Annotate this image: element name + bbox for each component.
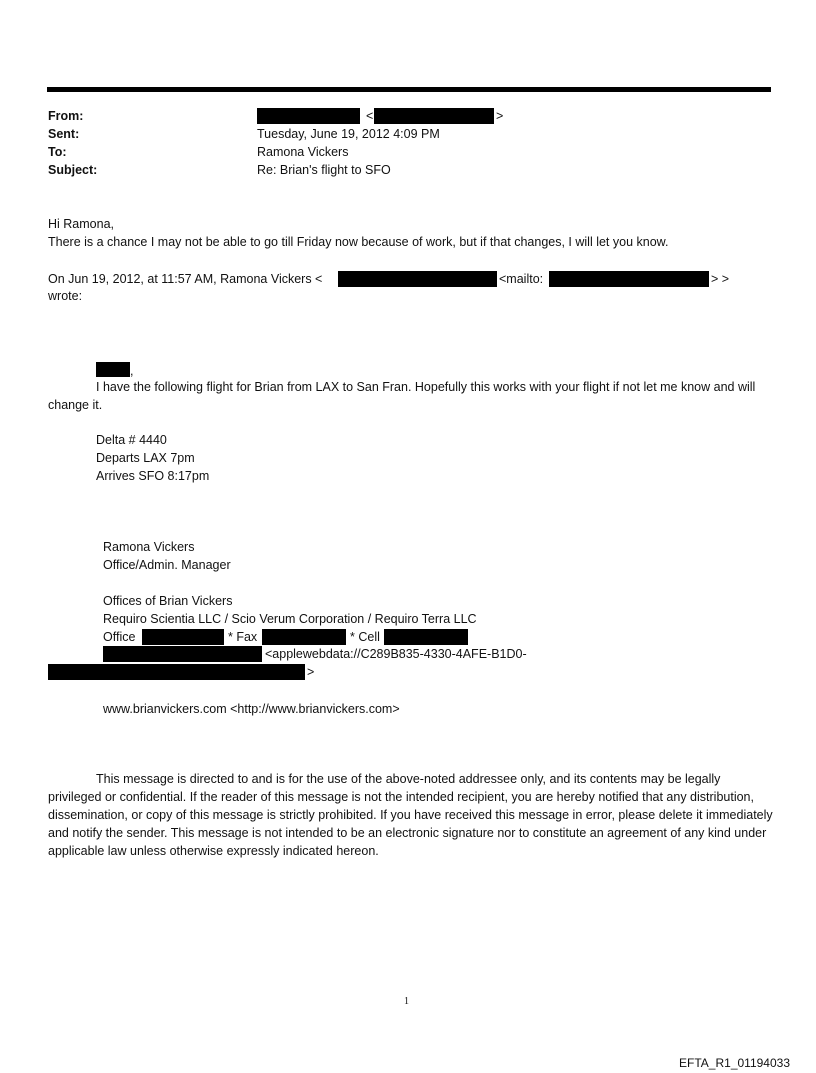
redaction-cell-phone xyxy=(384,629,468,645)
cell-label: * Cell xyxy=(350,630,380,644)
from-lt: < xyxy=(366,109,374,123)
sent-value: Tuesday, June 19, 2012 4:09 PM xyxy=(257,127,440,141)
from-gt: > xyxy=(496,109,504,123)
signature-title: Office/Admin. Manager xyxy=(103,558,231,572)
redaction-email-line xyxy=(103,646,262,662)
disclaimer-text: This message is directed to and is for the use of the above-noted addressee only, and its contents may be legally privileged or confidential. If the reader of this message is not the intended recipient, you are hereby notified that any distribution, dissemination, or copy of this message is strictly prohibited. If you have received this message in error, please delete it immediately and notify the sender. This message is not intended to be an electronic signature nor to constitute an agreement of any kind under applicable law unless otherwise expressly indicated hereon. xyxy=(48,772,773,858)
flight-paragraph xyxy=(48,378,773,414)
signature-office-name: Offices of Brian Vickers xyxy=(103,594,233,608)
redaction-quote-mailto xyxy=(549,271,709,287)
website-link[interactable]: www.brianvickers.com <http://www.brianvickers.com> xyxy=(103,702,400,716)
redaction-from-email xyxy=(374,108,494,124)
redaction-salutation xyxy=(96,362,130,377)
quote-intro: On Jun 19, 2012, at 11:57 AM, Ramona Vickers < xyxy=(48,272,323,286)
signature-companies: Requiro Scientia LLC / Scio Verum Corporation / Requiro Terra LLC xyxy=(103,612,477,626)
redaction-office-phone xyxy=(142,629,224,645)
redaction-from-name xyxy=(257,108,360,124)
to-label: To: xyxy=(48,145,67,159)
reply-line: There is a chance I may not be able to go till Friday now because of work, but if that changes, I will let you know. xyxy=(48,235,669,249)
document-id: EFTA_R1_01194033 xyxy=(679,1056,790,1070)
signature-name: Ramona Vickers xyxy=(103,540,195,554)
applewebdata-close: > xyxy=(307,665,315,679)
greeting: Hi Ramona, xyxy=(48,217,114,231)
subject-label: Subject: xyxy=(48,163,98,177)
flight-paragraph-text: I have the following flight for Brian from LAX to San Fran. Hopefully this works with your flight if not let me know and will change it. xyxy=(48,380,756,412)
flight-line-3: Arrives SFO 8:17pm xyxy=(96,469,210,483)
subject-value: Re: Brian's flight to SFO xyxy=(257,163,391,177)
quote-mailto: <mailto: xyxy=(499,272,544,286)
flight-line-2: Departs LAX 7pm xyxy=(96,451,195,465)
sent-label: Sent: xyxy=(48,127,80,141)
disclaimer xyxy=(48,770,773,860)
header-rule xyxy=(47,87,771,92)
redaction-applewebdata xyxy=(48,664,305,680)
quote-wrote: wrote: xyxy=(48,289,83,303)
redaction-fax-phone xyxy=(262,629,346,645)
from-label: From: xyxy=(48,109,84,123)
to-value: Ramona Vickers xyxy=(257,145,349,159)
quote-end: > > xyxy=(711,272,730,286)
flight-line-1: Delta # 4440 xyxy=(96,433,167,447)
office-label: Office xyxy=(103,630,136,644)
fax-label: * Fax xyxy=(228,630,258,644)
page-number: 1 xyxy=(404,996,409,1007)
applewebdata-link[interactable]: <applewebdata://C289B835-4330-4AFE-B1D0- xyxy=(265,647,527,661)
salutation-comma: , xyxy=(130,364,134,378)
redaction-quote-email xyxy=(338,271,497,287)
